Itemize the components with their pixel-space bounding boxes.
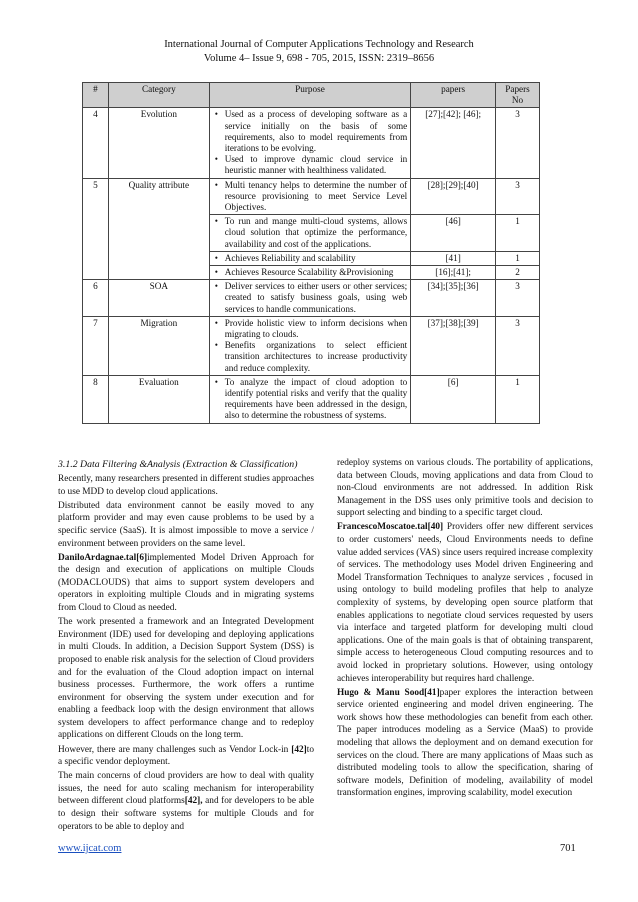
purpose-item: • To analyze the impact of cloud adoption to identify potential risks and verify that the quality requirements have been addressed in the design, also to determine the robustness of systems.	[213, 377, 408, 422]
purpose-item: • Multi tenancy helps to determine the number of resource provisioning to meet Service Level Objectives.	[213, 180, 408, 214]
page-number: 701	[560, 843, 576, 854]
row-count: 3	[496, 316, 540, 375]
author-citation: Hugo & Manu Sood[41]	[337, 687, 440, 698]
row-count: 3	[496, 178, 540, 215]
row-papers: [27];[42]; [46];	[411, 108, 496, 178]
paragraph-text: paper explores the interaction between service oriented engineering and model driven engineering. The work shows how these methodologies can benefit from each other. The paper introduces modeling as a Service (MaaS) to provide modeling that allows the deployment and on demand execution for services on the cloud. There are many applications of Maas such as distributed modeling tools to allow the specification, sharing of software models, Definition of modeling, availability of model transformation engines, improving scalability, model execution	[337, 687, 593, 799]
row-papers: [16];[41];	[411, 266, 496, 280]
reference: [42],	[184, 796, 203, 807]
row-papers: [41]	[411, 251, 496, 265]
row-number: 6	[83, 280, 109, 317]
row-purpose	[209, 215, 411, 252]
table-row	[83, 316, 540, 375]
header-papers-no: Papers No	[496, 83, 540, 108]
paragraph	[337, 687, 593, 800]
row-count: 3	[496, 280, 540, 317]
paragraph: Distributed data environment cannot be easily moved to any platform provider and may even cause problems to be used by a specific service (SaaS). It is almost impossible to move a service / environment between providers on the same level.	[58, 500, 314, 549]
row-count: 1	[496, 375, 540, 423]
purpose-item: • Achieves Reliability and scalability	[213, 253, 408, 264]
purpose-item: • Deliver services to either users or other services; created to satisfy business goals, using web services to handle communications.	[213, 281, 408, 315]
row-purpose	[209, 375, 411, 423]
row-papers: [37];[38];[39]	[411, 316, 496, 375]
paragraph: redeploy systems on various clouds. The portability of applications, data between Clouds, moving applications and data from Cloud to non-Cloud environments are not addressed. In addition Risk Management in the DSS uses only primitive tools and decision to support selecting and binding to a specific target cloud.	[337, 458, 593, 519]
journal-url-link[interactable]: www.ijcat.com	[58, 843, 122, 854]
row-category: Quality attribute	[108, 178, 209, 280]
reference: [42]	[291, 744, 307, 755]
paragraph	[58, 744, 314, 769]
row-category: SOA	[108, 280, 209, 317]
table-row	[83, 280, 540, 317]
paragraph	[58, 552, 314, 615]
row-number: 5	[83, 178, 109, 280]
classification-table	[82, 82, 540, 424]
row-number: 8	[83, 375, 109, 423]
author-citation: DaniloArdagnae.tal[6]	[58, 552, 148, 563]
row-purpose	[209, 108, 411, 178]
row-purpose	[209, 178, 411, 215]
table-row	[83, 375, 540, 423]
purpose-item: • Used to improve dynamic cloud service in heuristic manner with healthiness validated.	[213, 154, 408, 176]
paragraph-text: Providers offer new different services to order customers' needs, Cloud Environments needs to define value added services (VAS) since users required increase complexity of services. The methodology uses Model driven Engineering and Model Transformation Techniques to analyze services , focused in using ontology to build modeling profiles that help to analyze complexity of systems, by developing open source platform that enables applications to negotiate cloud services requested by users via interface and targeted platform for developing multi cloud applications. One of the main goals is that of obtaining transparent, simple access to heterogeneous Cloud computing resources and to avoid locked in proprietary solutions. However, using ontology achieves interoperability but requires hard challenge.	[337, 522, 593, 684]
row-purpose	[209, 251, 411, 265]
table-row	[83, 108, 540, 178]
row-category: Evolution	[108, 108, 209, 178]
row-purpose	[209, 316, 411, 375]
right-column	[337, 457, 593, 802]
paragraph-text: to a specific vendor deployment.	[58, 744, 314, 768]
paragraph-text: implemented Model Driven Approach for the design and execution of applications on multiple Clouds (MODACLOUDS) that aims to support system developers and operators in exploiting multiple Clouds and in migrating systems from Cloud to Cloud as needed.	[58, 552, 314, 614]
paragraph: Recently, many researchers presented in different studies approaches to use MDD to develop cloud applications.	[58, 474, 314, 497]
purpose-item: • Benefits organizations to select efficient transition architectures to increase productivity and reduce complexity.	[213, 340, 408, 374]
row-purpose	[209, 280, 411, 317]
header-number: #	[83, 83, 109, 108]
paragraph: The work presented a framework and an Integrated Development Environment (IDE) used for developing and deploying applications in multi Clouds. In addition, a Decision Support System (DSS) is proposed to enable risk analysis for the selection of Cloud providers and for the evaluation of the Cloud adoption impact on internal business processes. Furthermore, the work offers a runtime environment for observing the system under execution and for enabling a feedback loop with the design environment that allows system developers to affect performance change and to redeploy applications on different Clouds on the long term.	[58, 617, 314, 741]
row-count: 1	[496, 215, 540, 252]
paragraph-text: However, there are many challenges such as Vendor Lock-in	[58, 744, 292, 755]
paragraph-text: and for developers to be able to design their software systems for multiple Clouds and for operators to be able to deploy and	[58, 796, 314, 832]
header-purpose: Purpose	[209, 83, 411, 108]
paragraph-text: The main concerns of cloud providers are how to deal with quality issues, the need for auto scaling mechanism for interoperability between different cloud platforms	[58, 771, 314, 807]
left-column	[58, 459, 314, 835]
row-count: 3	[496, 108, 540, 178]
purpose-item: • Used as a process of developing software as a service initially on the basis of some requirements, also to model requirements from iterations to be evolving.	[213, 109, 408, 154]
row-papers: [28];[29];[40]	[411, 178, 496, 215]
row-papers: [46]	[411, 215, 496, 252]
row-papers: [6]	[411, 375, 496, 423]
paragraph	[337, 521, 593, 685]
row-papers: [34];[35];[36]	[411, 280, 496, 317]
row-number: 7	[83, 316, 109, 375]
header-category: Category	[108, 83, 209, 108]
row-category: Evaluation	[108, 375, 209, 423]
header-papers: papers	[411, 83, 496, 108]
row-purpose	[209, 266, 411, 280]
row-category: Migration	[108, 316, 209, 375]
purpose-item: • Achieves Resource Scalability &Provisioning	[213, 267, 408, 278]
purpose-item: • Provide holistic view to inform decisions when migrating to clouds.	[213, 318, 408, 340]
journal-title: International Journal of Computer Applications Technology and Research	[164, 39, 474, 50]
section-title: 3.1.2 Data Filtering &Analysis (Extraction & Classification)	[58, 459, 298, 470]
table-header-row	[83, 83, 540, 108]
row-count: 1	[496, 251, 540, 265]
volume-info: Volume 4– Issue 9, 698 - 705, 2015, ISSN: 2319–8656	[203, 53, 435, 64]
paragraph	[58, 770, 314, 833]
author-citation: FrancescoMoscatoe.tal[40]	[337, 522, 444, 533]
purpose-item: • To run and mange multi-cloud systems, allows cloud solution that optimize the performance, availability and cost of the applications.	[213, 216, 408, 250]
row-number: 4	[83, 108, 109, 178]
row-count: 2	[496, 266, 540, 280]
table-row	[83, 178, 540, 215]
